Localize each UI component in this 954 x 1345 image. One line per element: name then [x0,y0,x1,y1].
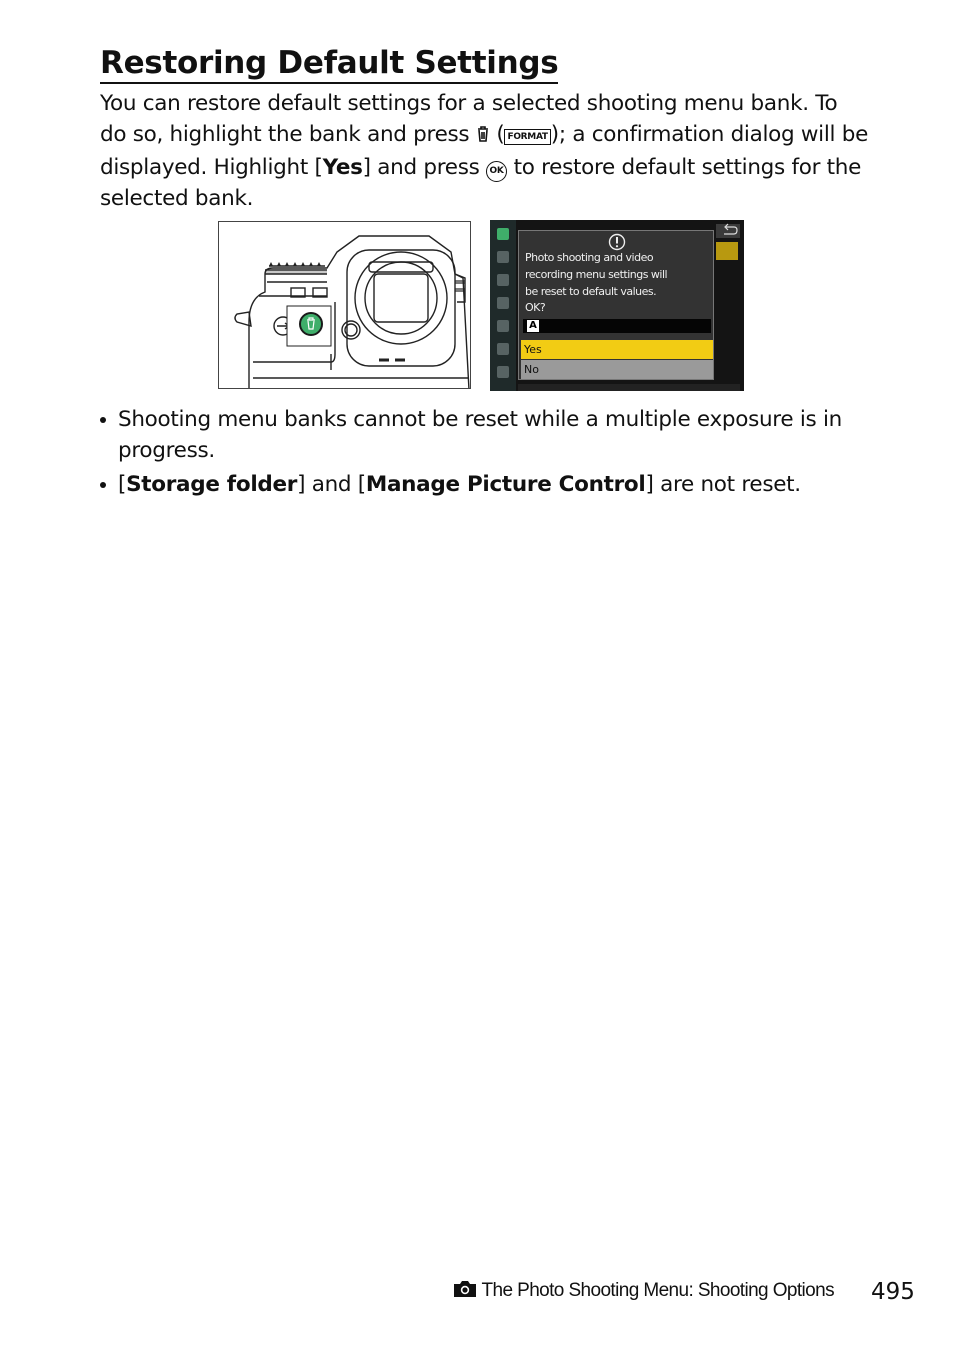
format-button-icon: FORMAT [504,129,550,145]
dialog-text-line: recording menu settings will [525,268,668,281]
bank-row [523,319,711,333]
page-title: Restoring Default Settings [100,44,558,84]
list-item: [Storage folder] and [Manage Picture Control] are not reset. [100,469,870,500]
list-item: Shooting menu banks cannot be reset while a multiple exposure is in progress. [100,404,870,466]
intro-paragraph: You can restore default settings for a selected shooting menu bank. To do so, highlight the bank and press ( FORMAT ); a confirmation dialog will be displayed. Highlight [Yes] and press OK to restore default settings for the selected bank. [100,91,869,211]
trash-icon [476,121,490,152]
storage-folder-label: Storage folder [126,472,298,497]
ok-button-icon: OK [486,161,507,182]
section-title: The Photo Shooting Menu: Shooting Options [481,1280,834,1301]
manage-picture-control-label: Manage Picture Control [365,472,646,497]
camera-illustration [218,221,471,389]
camera-icon [452,1279,478,1305]
warning-icon [608,233,626,251]
dialog-text-line: be reset to default values. [525,285,657,298]
bank-label: A [527,320,539,332]
dialog-text-line: Photo shooting and video [525,251,654,264]
option-yes[interactable]: Yes [521,340,713,359]
dialog-text-line: OK? [525,301,546,314]
page-number: 495 [871,1279,915,1305]
notes-list [100,404,870,503]
camera-screen-illustration [490,220,744,391]
footer-section [452,1279,835,1305]
confirmation-dialog [518,230,714,380]
option-no[interactable]: No [521,360,713,379]
yes-label: Yes [322,155,363,180]
